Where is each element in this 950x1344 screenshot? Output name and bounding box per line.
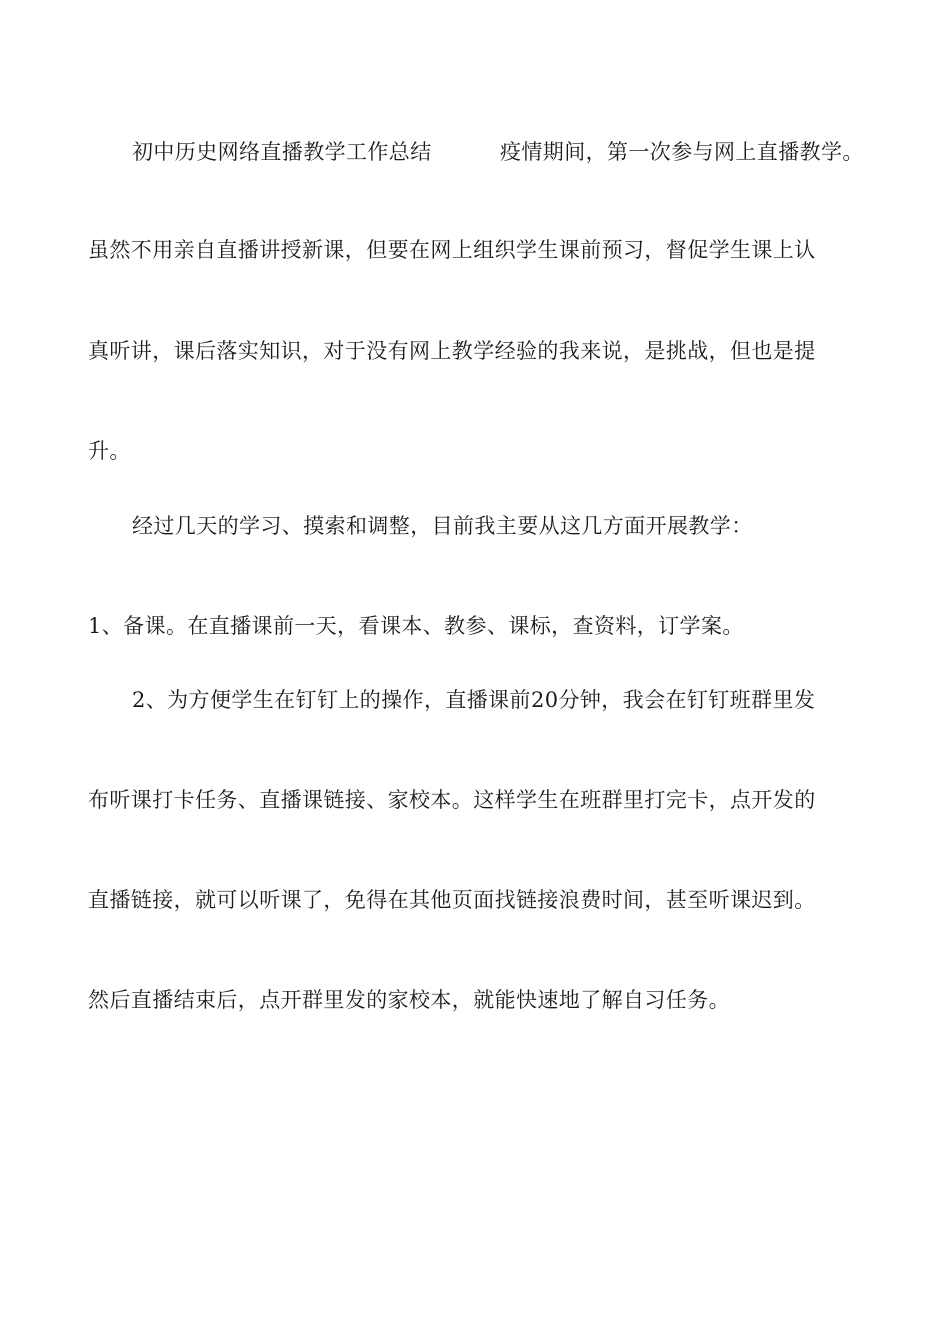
paragraph-line-4: 升。: [88, 439, 131, 463]
paragraph-line-5: 经过几天的学习、摸索和调整，目前我主要从这几方面开展教学：: [132, 514, 753, 538]
paragraph-line-1: 疫情期间，第一次参与网上直播教学。: [500, 140, 864, 164]
list-item-1: 1、备课。在直播课前一天，看课本、教参、课标，查资料，订学案。: [88, 614, 744, 638]
paragraph-line-3: 真听讲，课后落实知识，对于没有网上教学经验的我来说，是挑战，但也是提: [88, 339, 816, 363]
list-item-2: 2、为方便学生在钉钉上的操作，直播课前20分钟，我会在钉钉班群里发: [132, 688, 816, 712]
paragraph-line-8: 布听课打卡任务、直播课链接、家校本。这样学生在班群里打完卡，点开发的: [88, 788, 816, 812]
document-title: 初中历史网络直播教学工作总结: [132, 140, 432, 164]
paragraph-line-2: 虽然不用亲自直播讲授新课，但要在网上组织学生课前预习，督促学生课上认: [88, 238, 816, 262]
paragraph-line-10: 然后直播结束后，点开群里发的家校本，就能快速地了解自习任务。: [88, 988, 730, 1012]
paragraph-line-9: 直播链接，就可以听课了，免得在其他页面找链接浪费时间，甚至听课迟到。: [88, 888, 816, 912]
